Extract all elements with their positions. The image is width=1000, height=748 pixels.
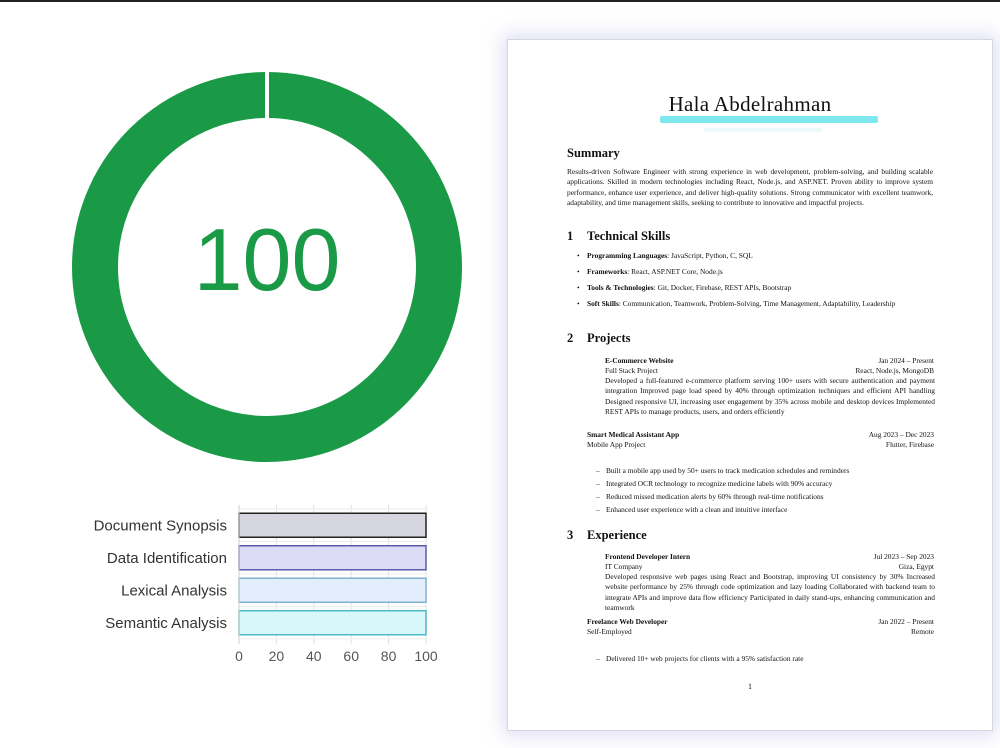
category-label: Document Synopsis (93, 517, 227, 535)
x-tick-label: 20 (268, 648, 285, 664)
contact-info-subbar (704, 128, 822, 132)
project-title: E-Commerce Website (605, 356, 674, 365)
project-type: Full Stack Project (605, 366, 658, 375)
project-tech: Flutter, Firebase (885, 440, 934, 449)
experience-heading (567, 528, 647, 543)
x-tick-label: 0 (235, 648, 243, 664)
dash-icon: – (596, 505, 600, 514)
skills-title: Technical Skills (587, 229, 671, 243)
project-title: Smart Medical Assistant App (587, 430, 680, 439)
summary-title: Summary (567, 146, 620, 160)
bullet-text: Delivered 10+ web projects for clients with a 95% satisfaction rate (606, 654, 804, 663)
bar-data-identification (239, 546, 426, 570)
bar-lexical-analysis (239, 578, 426, 602)
skill-value: : JavaScript, Python, C, SQL (667, 251, 753, 260)
bullet-icon: • (577, 299, 580, 308)
project-bullet (596, 492, 824, 502)
experience-title: Experience (587, 528, 647, 542)
x-tick-label: 60 (343, 648, 359, 664)
resume-name: Hala Abdelrahman (668, 92, 832, 116)
project-date: Jan 2024 – Present (878, 356, 934, 365)
skill-item (577, 283, 937, 293)
skill-label: Frameworks (587, 267, 628, 276)
category-label: Semantic Analysis (105, 614, 227, 632)
project-bullet (596, 505, 787, 515)
bullet-text: Built a mobile app used by 50+ users to track medication schedules and reminders (606, 466, 850, 475)
projects-heading (567, 331, 631, 346)
bullet-icon: • (577, 267, 580, 276)
contact-info-bar (660, 116, 878, 123)
bullet-icon: • (577, 283, 580, 292)
bullet-text: Integrated OCR technology to recognize medicine labels with 90% accuracy (606, 479, 833, 488)
job-title: Freelance Web Developer (587, 617, 668, 626)
top-border (0, 0, 1000, 2)
project-description: Developed a full-featured e-commerce platform serving 100+ users with secure authentication and payment integration Improved page load speed by 40% through optimization techniques and efficient API handling Designed responsive UI, increasing user engagement by 35% across mobile and desktop devices Implemented REST APIs to manage products, users, and orders efficiently (605, 376, 935, 417)
skill-label: Programming Languages (587, 251, 668, 260)
projects-title: Projects (587, 331, 631, 345)
skill-label: Tools & Technologies (587, 283, 654, 292)
project-bullet (596, 479, 832, 489)
dash-icon: – (596, 466, 600, 475)
page-number: 1 (748, 682, 752, 691)
x-tick-label: 80 (380, 648, 397, 664)
category-label: Lexical Analysis (121, 582, 227, 600)
job-location: Giza, Egypt (898, 562, 934, 571)
experience-number: 3 (567, 528, 574, 542)
skills-heading (567, 229, 670, 244)
skill-item (577, 299, 937, 309)
projects-number: 2 (567, 331, 574, 345)
skill-value: : Communication, Teamwork, Problem-Solving, Time Management, Adaptability, Leadership (618, 299, 896, 308)
score-value: 100 (193, 210, 341, 309)
category-label: Data Identification (106, 549, 227, 567)
summary-heading (567, 146, 620, 161)
dash-icon: – (596, 654, 600, 663)
x-tick-label: 40 (306, 648, 322, 664)
project-type: Mobile App Project (587, 440, 646, 449)
bar-document-synopsis (239, 513, 426, 537)
resume-page (507, 39, 993, 731)
job-date: Jul 2023 – Sep 2023 (873, 552, 934, 561)
bullet-icon: • (577, 251, 580, 260)
skill-label: Soft Skills (587, 299, 619, 308)
x-tick-label: 100 (414, 648, 438, 664)
skills-number: 1 (567, 229, 574, 243)
bullet-text: Reduced missed medication alerts by 60% through real-time notifications (606, 492, 824, 501)
bullet-text: Enhanced user experience with a clean and intuitive interface (606, 505, 788, 514)
skill-value: : Git, Docker, Firebase, REST APIs, Bootstrap (653, 283, 792, 292)
job-company: Self-Employed (587, 627, 632, 636)
skill-item (577, 267, 937, 277)
job-location: Remote (911, 627, 934, 636)
summary-text: Results-driven Software Engineer with strong experience in web development, problem-solving, and building scalable applications. Skilled in modern technologies including React, Node.js, and ASP.NET. Proven ability to improve system performance, enhance user experience, and deliver high-quality solutions. Strong communicator with excellent teamwork, adaptability, and time management skills, seeking to contribute to innovative and impactful projects. (567, 167, 933, 208)
skill-value: : React, ASP.NET Core, Node.js (627, 267, 723, 276)
job-company: IT Company (605, 562, 643, 571)
bar-semantic-analysis (239, 611, 426, 635)
project-tech: React, Node.js, MongoDB (855, 366, 934, 375)
dash-icon: – (596, 479, 600, 488)
job-date: Jan 2022 – Present (878, 617, 934, 626)
skill-item (577, 251, 937, 261)
job-title: Frontend Developer Intern (605, 552, 691, 561)
job-bullet (596, 654, 804, 664)
job-description: Developed responsive web pages using React and Bootstrap, improving UI consistency by 30% Increased website performance by 25% through code optimization and lazy loading Collaborated with backend team to integrate APIs and improve data flow efficiency Participated in daily stand-ups, enhancing communication and teamwork (605, 572, 935, 613)
dash-icon: – (596, 492, 600, 501)
analysis-bar-chart (80, 505, 460, 685)
project-bullet (596, 466, 849, 476)
project-date: Aug 2023 – Dec 2023 (868, 430, 934, 439)
